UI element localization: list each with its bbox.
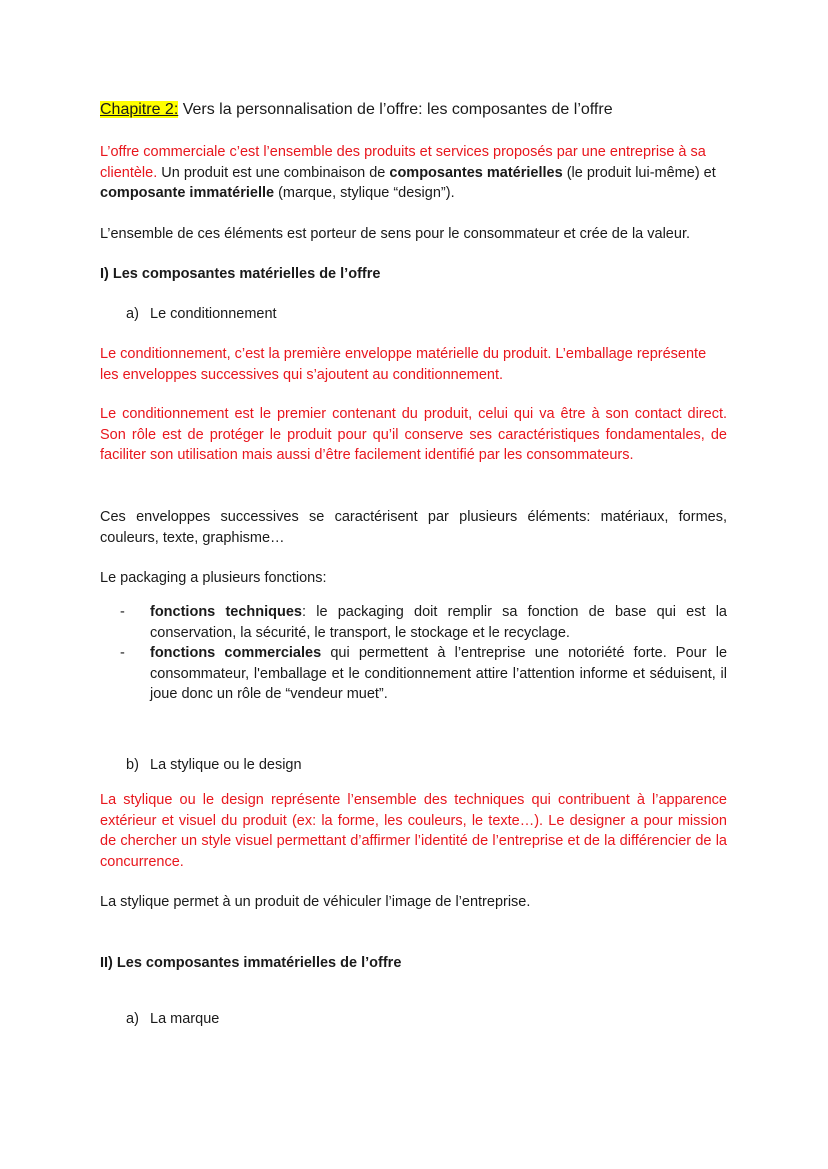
chapter-label: Chapitre 2: <box>100 101 179 118</box>
subsection-number: a) <box>126 1011 139 1027</box>
subsection-a-conditionnement <box>126 304 277 325</box>
dash-marker: - <box>120 645 125 661</box>
stylique-definition: La stylique ou le design représente l’ensemble des techniques qui contribuent à l’apparence extérieur et visuel du produit (ex: la forme, les couleurs, le texte…). Le designer a pour mission de chercher un style visuel permettant d’affirmer l’identité de l’entreprise et de la différencier de la concurrence. <box>100 792 727 870</box>
intro-bold-1: composantes matérielles <box>389 164 563 181</box>
intro-text-3: (marque, stylique “design”). <box>274 185 455 201</box>
section-2-heading: II) Les composantes immatérielles de l’offre <box>100 955 402 971</box>
list-item-term: fonctions techniques <box>150 604 302 620</box>
subsection-a-marque <box>126 1009 219 1030</box>
dash-marker: - <box>120 604 125 620</box>
subsection-label: La stylique ou le design <box>150 757 302 773</box>
list-item-text: qui permettent à l’entreprise une notoriété forte. Pour le consommateur, l'emballage et le conditionnement attire l’attention informe et séduisent, il joue donc un rôle de “vendeur muet”. <box>150 645 728 702</box>
conditionnement-role: Le conditionnement est le premier contenant du produit, celui qui va être à son contact direct. Son rôle est de protéger le produit pour qu’il conserve ses caractéristiques fondamentales, de faciliter son utilisation mais aussi d’être facilement identifié par les consommateurs. <box>100 406 727 463</box>
page-title <box>100 99 727 121</box>
subsection-number: a) <box>126 306 139 322</box>
intro-text-2: (le produit lui-même) et <box>562 164 716 181</box>
section-1-heading: I) Les composantes matérielles de l’offre <box>100 266 381 282</box>
envelopes-paragraph: Ces enveloppes successives se caractérisent par plusieurs éléments: matériaux, formes, couleurs, texte, graphisme… <box>100 509 727 546</box>
intro-definition: L’offre commerciale c’est l’ensemble des produits et services proposés par une entreprise à sa clientèle. <box>100 144 706 181</box>
subsection-label: Le conditionnement <box>150 306 277 322</box>
list-item <box>120 602 727 643</box>
intro-text-1: Un produit est une combinaison de <box>157 164 390 181</box>
subsection-b-stylique <box>126 755 302 776</box>
intro-paragraph <box>100 142 727 204</box>
list-item-term: fonctions commerciales <box>150 645 322 661</box>
value-paragraph: L’ensemble de ces éléments est porteur de sens pour le consommateur et crée de la valeur. <box>100 226 690 242</box>
stylique-paragraph: La stylique permet à un produit de véhiculer l’image de l’entreprise. <box>100 894 531 910</box>
packaging-functions-list <box>120 602 727 705</box>
list-item-text: : le packaging doit remplir sa fonction de base qui est la conservation, la sécurité, le transport, le stockage et le recyclage. <box>150 604 727 641</box>
chapter-title: Vers la personnalisation de l’offre: les composantes de l’offre <box>178 101 613 118</box>
conditionnement-definition: Le conditionnement, c’est la première enveloppe matérielle du produit. L’emballage représente les enveloppes successives qui s’ajoutent au conditionnement. <box>100 346 707 383</box>
subsection-number: b) <box>126 757 139 773</box>
list-item <box>120 643 727 705</box>
intro-bold-2: composante immatérielle <box>100 185 275 201</box>
subsection-label: La marque <box>150 1011 220 1027</box>
packaging-intro: Le packaging a plusieurs fonctions: <box>100 570 327 586</box>
